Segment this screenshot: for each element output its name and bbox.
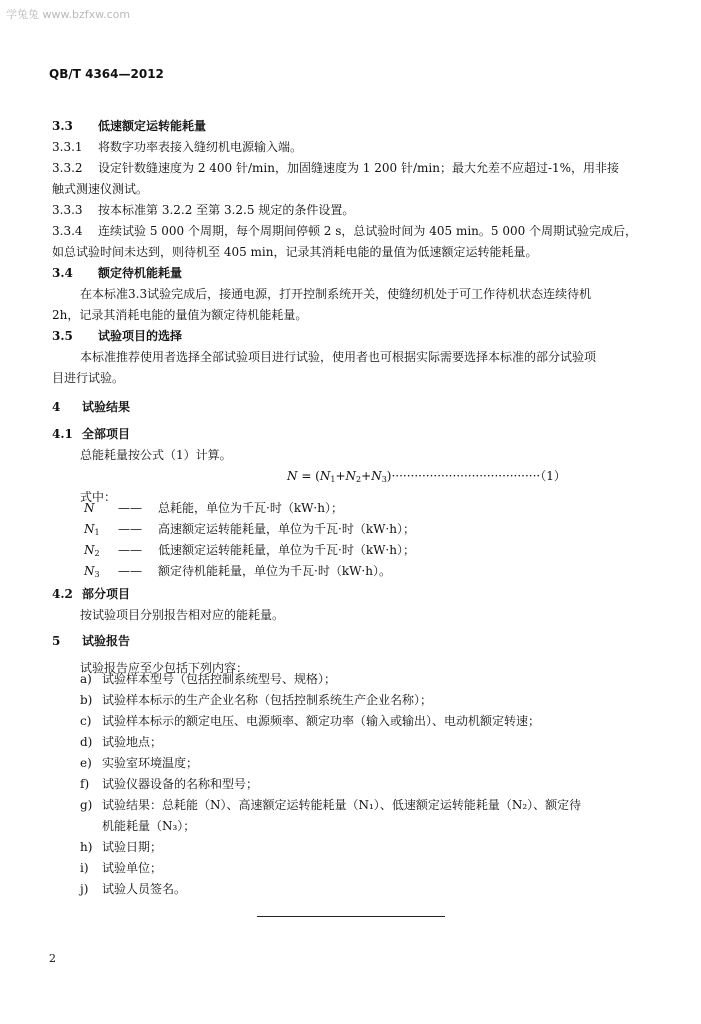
section-3-5-text-cont: 目进行试验。 — [52, 371, 125, 385]
report-item — [80, 733, 162, 750]
variable-subscript: 2 — [94, 549, 100, 558]
report-item-letter: d) — [80, 735, 93, 749]
section-4-1-heading: 4.1 全部项目 — [52, 427, 131, 441]
variable-row — [84, 562, 391, 579]
report-item-text: 试验样本型号（包括控制系统型号、规格）； — [102, 672, 337, 686]
report-item — [80, 880, 186, 897]
report-item-letter: b) — [80, 693, 93, 707]
clause-3-3-4: 3.3.4 连续试验 5 000 个周期，每个周期间停顿 2 s，总试验时间为 405 min。5 000 个周期试验完成后， — [52, 224, 638, 238]
report-item-text: 试验地点； — [102, 735, 163, 749]
report-item — [80, 796, 581, 813]
report-item-cont: 机能耗量（N₃）； — [102, 819, 196, 833]
section-4-1-text: 总能耗量按公式（1）计算。 — [80, 448, 232, 462]
report-item-text: 试验样本标示的生产企业名称（包括控制系统生产企业名称）； — [102, 693, 433, 707]
report-item-letter: e) — [80, 756, 92, 770]
section-4-2-text: 按试验项目分别报告相对应的能耗量。 — [80, 608, 285, 622]
section-5-intro: 试验报告应至少包括下列内容： — [80, 661, 249, 675]
report-item-text: 试验结果：总耗能（N）、高速额定运转能耗量（N₁）、低速额定运转能耗量（N₂）、额定待 — [102, 798, 582, 812]
formula-1: $N = (N_1+N_2+N_3)\cdot\cdot\cdot\cdot\cdot\cdot\cdot\cdot\cdot\cdot\cdot\cdot\cdot\cdot\cdot\cdot\cdot\cdot\cdot\cdot\cdot\cdot\cdot\cdot\cdot\cdot\cdot\cdot\cdot\cdot\cdot\cdot\cdot\cdot\cdot\cdot\cdot\cdot\cdot(1)$ — [287, 469, 566, 484]
report-item-text: 试验日期； — [102, 840, 163, 854]
report-item-text: 试验单位； — [102, 861, 163, 875]
section-3-4-heading: 3.4 额定待机能耗量 — [52, 266, 183, 280]
section-5-heading: 5 试验报告 — [52, 634, 131, 648]
section-4-heading: 4 试验结果 — [52, 400, 131, 414]
section-3-3-heading: 3.3 低速额定运转能耗量 — [52, 119, 207, 133]
variable-dash: —— — [118, 522, 142, 536]
variable-symbol: N — [84, 543, 95, 557]
report-item-letter: a) — [80, 672, 92, 686]
variable-row — [84, 541, 415, 558]
report-item-letter: g) — [80, 798, 93, 812]
clause-3-3-4-cont: 如总试验时间未达到，则待机至 405 min，记录其消耗电能的量值为低速额定运转能耗量。 — [52, 245, 538, 259]
report-item-letter: f) — [80, 777, 90, 791]
variable-subscript: 1 — [94, 528, 100, 537]
report-item — [80, 670, 336, 687]
variable-symbol: N — [84, 522, 95, 536]
variable-row — [84, 520, 415, 537]
report-item — [80, 775, 258, 792]
clause-3-3-2: 3.3.2 设定针数缝速度为 2 400 针/min，加固缝速度为 1 200 针/min；最大允差不应超过-1%，用非接 — [52, 161, 620, 175]
section-3-4-text-cont: 2h，记录其消耗电能的量值为额定待机能耗量。 — [52, 308, 308, 322]
variable-symbol: N — [84, 501, 95, 515]
variable-symbol: N — [84, 564, 95, 578]
variable-subscript: 3 — [94, 570, 100, 579]
report-item-letter: i) — [80, 861, 89, 875]
report-item-text: 试验人员签名。 — [102, 882, 187, 896]
report-item-text: 试验样本标示的额定电压、电源频率、额定功率（输入或输出）、电动机额定转速； — [102, 714, 541, 728]
report-item-letter: h) — [80, 840, 93, 854]
report-item-text: 实验室环境温度； — [102, 756, 199, 770]
report-item — [80, 754, 198, 771]
variable-description: 高速额定运转能耗量，单位为千瓦·时（kW·h）； — [158, 522, 415, 536]
section-3-4-text: 在本标准3.3试验完成后，接通电源，打开控制系统开关，使缝纫机处于可工作待机状态连续待机 — [80, 287, 592, 301]
report-item-letter: c) — [80, 714, 92, 728]
clause-3-3-2-cont: 触式测速仪测试。 — [52, 182, 149, 196]
variable-description: 低速额定运转能耗量，单位为千瓦·时（kW·h）； — [158, 543, 415, 557]
variable-dash: —— — [118, 564, 142, 578]
report-item — [80, 838, 162, 855]
end-rule — [257, 916, 445, 917]
report-item-text: 试验仪器设备的名称和型号； — [102, 777, 259, 791]
report-item-letter: j) — [80, 882, 89, 896]
report-item — [80, 859, 162, 876]
clause-3-3-1: 3.3.1 将数字功率表接入缝纫机电源输入端。 — [52, 140, 303, 154]
section-3-5-text: 本标准推荐使用者选择全部试验项目进行试验，使用者也可根据实际需要选择本标准的部分试验项 — [80, 350, 597, 364]
report-item — [80, 691, 432, 708]
where-label: 式中： — [80, 490, 117, 504]
variable-dash: —— — [118, 543, 142, 557]
section-4-2-heading: 4.2 部分项目 — [52, 587, 131, 601]
section-3-5-heading: 3.5 试验项目的选择 — [52, 329, 183, 343]
clause-3-3-3: 3.3.3 按本标准第 3.2.2 至第 3.2.5 规定的条件设置。 — [52, 203, 355, 217]
page-number: 2 — [49, 952, 56, 965]
variable-description: 额定待机能耗量，单位为千瓦·时（kW·h）。 — [158, 564, 391, 578]
watermark: 学兔兔 www.bzfxw.com — [6, 8, 131, 21]
variable-description: 总耗能，单位为千瓦·时（kW·h）； — [158, 501, 343, 515]
report-item — [80, 712, 540, 729]
variable-row — [84, 499, 343, 516]
standard-header: QB/T 4364—2012 — [49, 67, 164, 81]
variable-dash: —— — [118, 501, 142, 515]
